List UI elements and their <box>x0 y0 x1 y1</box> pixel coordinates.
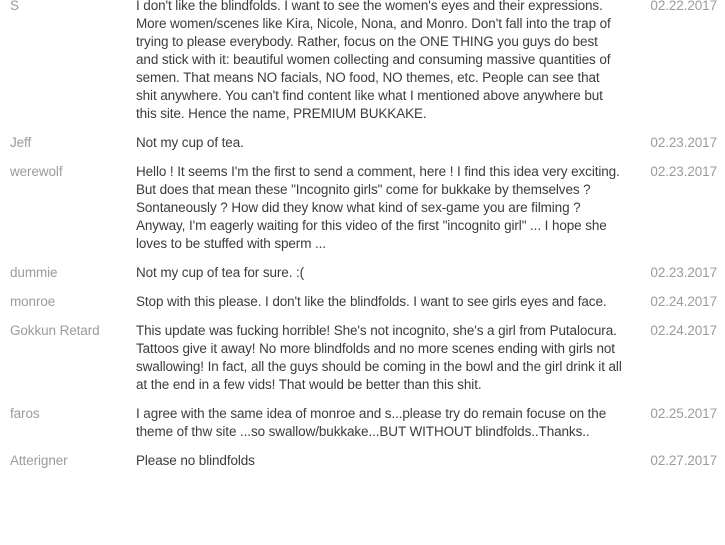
comment-text: Please no blindfolds <box>136 453 255 468</box>
comment-date: 02.23.2017 <box>650 265 717 280</box>
comment-date: 02.24.2017 <box>650 294 717 309</box>
comment-text: I agree with the same idea of monroe and s...please try do remain focuse on the theme of thw site ...so swallow/bukkake...BUT WITHOUT blindfolds..Thanks.. <box>136 406 607 439</box>
comment-row <box>10 405 725 441</box>
comment-username: Gokkun Retard <box>10 323 100 338</box>
comment-username: Jeff <box>10 135 32 150</box>
comment-username: werewolf <box>10 164 63 179</box>
comment-row <box>10 134 725 152</box>
comment-text: Not my cup of tea. <box>136 135 244 150</box>
comment-date: 02.25.2017 <box>650 406 717 421</box>
comment-row <box>10 452 725 470</box>
comment-username: Atterigner <box>10 453 68 468</box>
comment-username: S <box>10 0 19 13</box>
comment-date: 02.23.2017 <box>650 164 717 179</box>
comment-text: Hello ! It seems I'm the first to send a comment, here ! I find this idea very exciting. But does that mean these "Incognito girls" come for bukkake by themselves ? Sontaneously ? How did they know what kind of sex-game you are filming ? Anyway, I'm eagerly waiting for this video of the first "incognito girl" ... I hope she loves to be stuffed with sperm ... <box>136 164 620 251</box>
comment-text: This update was fucking horrible! She's not incognito, she's a girl from Putalocura. Tattoos give it away! No more blindfolds and no more scenes ending with girls not swallowing! In fact, all the guys should be coming in the bowl and the girl drink it all at the end in a few vids! That would be better than this shit. <box>136 323 622 392</box>
comment-row <box>10 293 725 311</box>
comment-date: 02.22.2017 <box>650 0 717 13</box>
comment-text: Stop with this please. I don't like the blindfolds. I want to see girls eyes and face. <box>136 294 607 309</box>
comment-text: Not my cup of tea for sure. :( <box>136 265 305 280</box>
comment-date: 02.27.2017 <box>650 453 717 468</box>
comment-username: monroe <box>10 294 56 309</box>
comment-row <box>10 163 725 253</box>
comment-row <box>10 0 725 123</box>
comment-text: I don't like the blindfolds. I want to see the women's eyes and their expressions. More women/scenes like Kira, Nicole, Nona, and Monro. Don't fall into the trap of trying to please everybody. Rather, focus on the ONE THING you guys do best and stick with it: beautiful women collecting and consuming massive quantities of semen. That means NO facials, NO food, NO themes, etc. People can see that shit anywhere. You can't find content like what I mentioned above anywhere but this site. Hence the name, PREMIUM BUKKAKE. <box>136 0 611 121</box>
comment-username: faros <box>10 406 40 421</box>
comment-username: dummie <box>10 265 58 280</box>
comment-row <box>10 264 725 282</box>
comment-row <box>10 322 725 394</box>
comment-date: 02.23.2017 <box>650 135 717 150</box>
comment-date: 02.24.2017 <box>650 323 717 338</box>
